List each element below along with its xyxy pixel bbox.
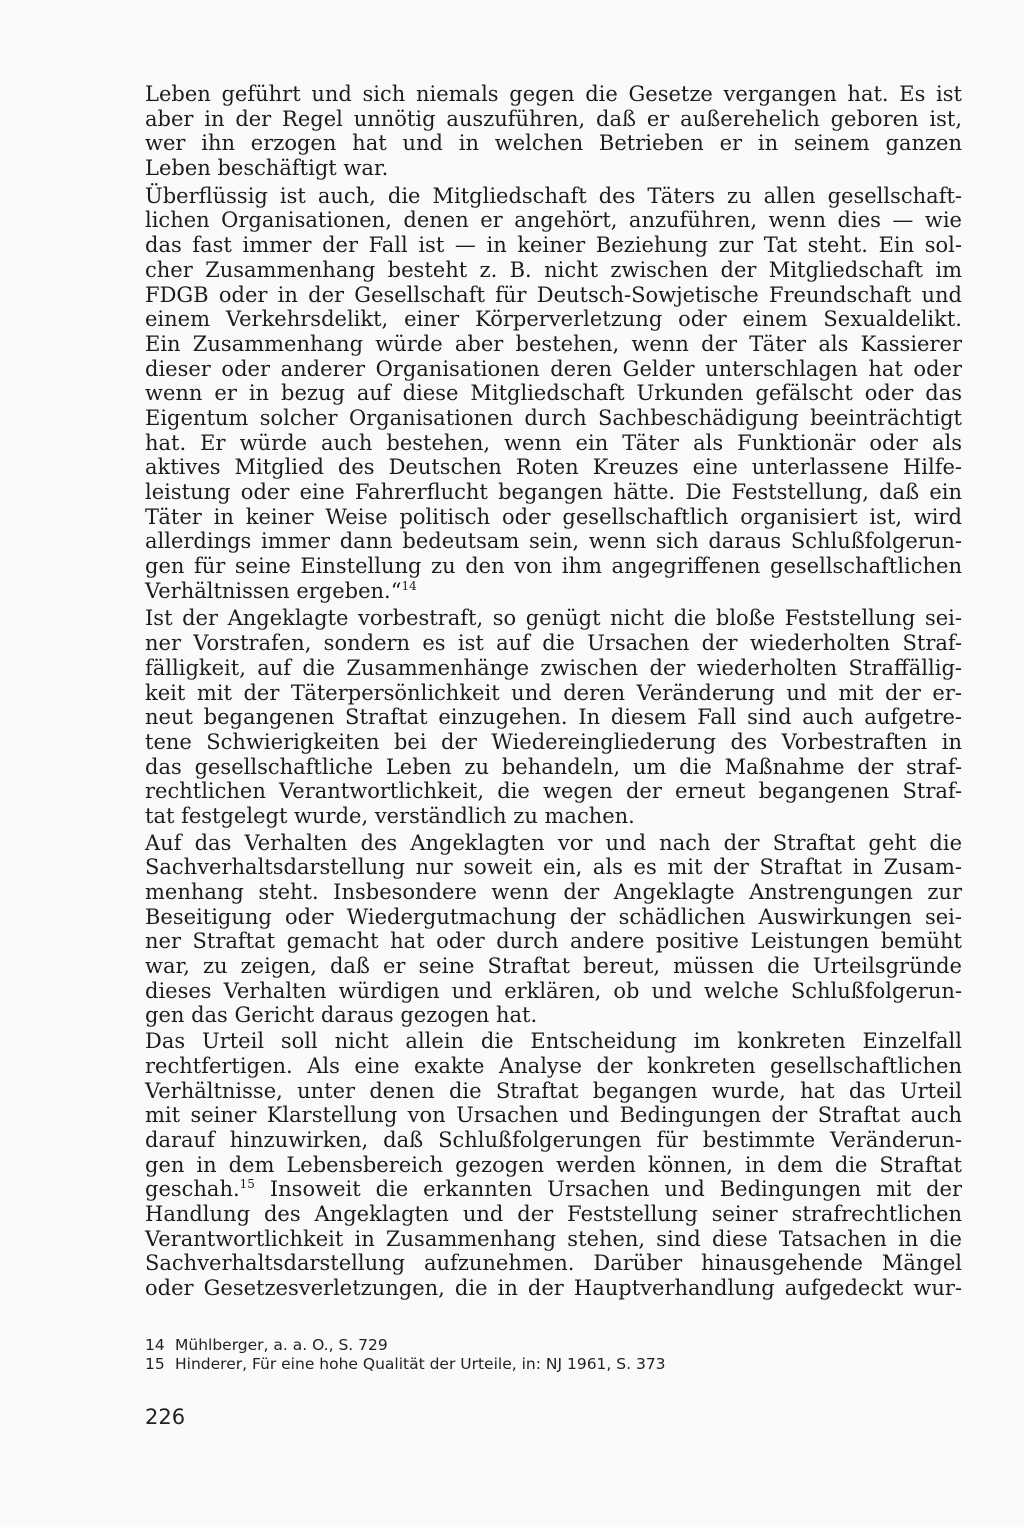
text-line: hat. Er würde auch bestehen, wenn ein Täter als Funktionär oder als — [145, 430, 962, 455]
text-line-with-footnote — [145, 579, 962, 604]
text-line: aber in der Regel unnötig auszuführen, daß er außerehelich geboren ist, — [145, 106, 962, 131]
text-line: das gesellschaftliche Leben zu behandeln, um die Maßnahme der straf- — [145, 754, 962, 779]
text-line: Das Urteil soll nicht allein die Entscheidung im konkreten Einzelfall — [145, 1029, 962, 1054]
text-line: cher Zusammenhang besteht z. B. nicht zwischen der Mitgliedschaft im — [145, 257, 962, 282]
paragraph-3 — [145, 606, 962, 828]
text-line: rechtlichen Verantwortlichkeit, die wegen der erneut begangenen Straf- — [145, 779, 962, 804]
text-line: rechtfertigen. Als eine exakte Analyse der konkreten gesellschaftlichen — [145, 1053, 962, 1078]
text-line: ner Straftat gemacht hat oder durch andere positive Leistungen bemüht — [145, 929, 962, 954]
text-line: gen für seine Einstellung zu den von ihm angegriffenen gesellschaftlichen — [145, 554, 962, 579]
footnote-text: Hinderer, Für eine hohe Qualität der Urteile, in: NJ 1961, S. 373 — [175, 1355, 666, 1373]
text-line: aktives Mitglied des Deutschen Roten Kreuzes eine unterlassene Hilfe- — [145, 455, 962, 480]
paragraph-2 — [145, 184, 962, 604]
footnote-ref-15: 15 — [239, 1177, 255, 1192]
text-line: wenn er in bezug auf diese Mitgliedschaft Urkunden gefälscht oder das — [145, 381, 962, 406]
text-line: gen in dem Lebensbereich gezogen werden können, in dem die Straftat — [145, 1152, 962, 1177]
paragraph-5 — [145, 1029, 962, 1301]
text-line: Ist der Angeklagte vorbestraft, so genügt nicht die bloße Feststellung sei- — [145, 606, 962, 631]
text-line: Täter in keiner Weise politisch oder gesellschaftlich organisiert ist, wird — [145, 504, 962, 529]
text-line: allerdings immer dann bedeutsam sein, wenn sich daraus Schlußfolgerun- — [145, 529, 962, 554]
text-line: fälligkeit, auf die Zusammenhänge zwischen der wiederholten Straffällig- — [145, 655, 962, 680]
footnote-number: 14 — [145, 1336, 165, 1354]
text-line: einem Verkehrsdelikt, einer Körperverletzung oder einem Sexualdelikt. — [145, 307, 962, 332]
text-line: Ein Zusammenhang würde aber bestehen, wenn der Täter als Kassierer — [145, 331, 962, 356]
text-line-with-footnote — [145, 1177, 962, 1202]
text-line: ner Vorstrafen, sondern es ist auf die Ursachen der wiederholten Straf- — [145, 631, 962, 656]
text-line: das fast immer der Fall ist — in keiner Beziehung zur Tat steht. Ein sol- — [145, 233, 962, 258]
text-line-content: Verhältnissen ergeben.“ — [145, 578, 402, 603]
text-line: dieser oder anderer Organisationen deren Gelder unterschlagen hat oder — [145, 356, 962, 381]
text-line: gen das Gericht daraus gezogen hat. — [145, 1003, 538, 1028]
page-body — [145, 82, 962, 1301]
text-line: FDGB oder in der Gesellschaft für Deutsch-Sowjetische Freundschaft und — [145, 282, 962, 307]
text-line: Auf das Verhalten des Angeklagten vor und nach der Straftat geht die — [145, 830, 962, 855]
text-line: Sachverhaltsdarstellung aufzunehmen. Darüber hinausgehende Mängel — [145, 1251, 962, 1276]
text-line: Verhältnisse, unter denen die Straftat begangen wurde, hat das Urteil — [145, 1078, 962, 1103]
page-number: 226 — [145, 1405, 186, 1429]
text-line: neut begangenen Straftat einzugehen. In diesem Fall sind auch aufgetre- — [145, 705, 962, 730]
text-line: leistung oder eine Fahrerflucht begangen hätte. Die Feststellung, daß ein — [145, 480, 962, 504]
text-line: dieses Verhalten würdigen und erklären, ob und welche Schlußfolgerun- — [145, 978, 962, 1003]
text-line: Sachverhaltsdarstellung nur soweit ein, als es mit der Straftat in Zusam- — [145, 855, 962, 880]
text-line-content: Insoweit die erkannten Ursachen und Bedingungen mit der — [269, 1177, 962, 1202]
footnote-14 — [145, 1336, 962, 1355]
text-line: mit seiner Klarstellung von Ursachen und Bedingungen der Straftat auch — [145, 1103, 962, 1128]
footnote-15 — [145, 1355, 962, 1374]
text-line: Handlung des Angeklagten und der Feststellung seiner strafrechtlichen — [145, 1201, 962, 1226]
paragraph-4 — [145, 831, 962, 1029]
text-line: tat festgelegt wurde, verständlich zu machen. — [145, 803, 635, 828]
text-line: Eigentum solcher Organisationen durch Sachbeschädigung beeinträchtigt — [145, 405, 962, 430]
text-line: tene Schwierigkeiten bei der Wiedereingliederung des Vorbestraften in — [145, 729, 962, 754]
text-line: darauf hinzuwirken, daß Schlußfolgerungen für bestimmte Veränderun- — [145, 1127, 962, 1152]
footnote-ref-14: 14 — [401, 578, 417, 593]
text-line: Leben geführt und sich niemals gegen die Gesetze vergangen hat. Es ist — [145, 82, 962, 106]
text-line: Verantwortlichkeit in Zusammenhang stehen, sind diese Tatsachen in die — [145, 1226, 962, 1251]
text-line: war, zu zeigen, daß er seine Straftat bereut, müssen die Urteilsgründe — [145, 954, 962, 979]
text-line: Überflüssig ist auch, die Mitgliedschaft des Täters zu allen gesellschaft- — [145, 183, 962, 208]
text-line: wer ihn erzogen hat und in welchen Betrieben er in seinem ganzen — [145, 131, 962, 156]
text-line: Beseitigung oder Wiedergutmachung der schädlichen Auswirkungen sei- — [145, 904, 962, 929]
footnote-number: 15 — [145, 1355, 165, 1373]
text-line: oder Gesetzesverletzungen, die in der Hauptverhandlung aufgedeckt wur- — [145, 1276, 962, 1300]
text-line: lichen Organisationen, denen er angehört, anzuführen, wenn dies — wie — [145, 208, 962, 233]
footnotes — [145, 1336, 962, 1374]
paragraph-1 — [145, 82, 962, 181]
text-line: menhang steht. Insbesondere wenn der Angeklagte Anstrengungen zur — [145, 880, 962, 904]
text-line: keit mit der Täterpersönlichkeit und deren Veränderung und mit der er- — [145, 680, 962, 705]
text-line: Leben beschäftigt war. — [145, 156, 389, 181]
footnote-text: Mühlberger, a. a. O., S. 729 — [175, 1336, 388, 1354]
text-line-prefix: geschah. — [145, 1177, 240, 1202]
